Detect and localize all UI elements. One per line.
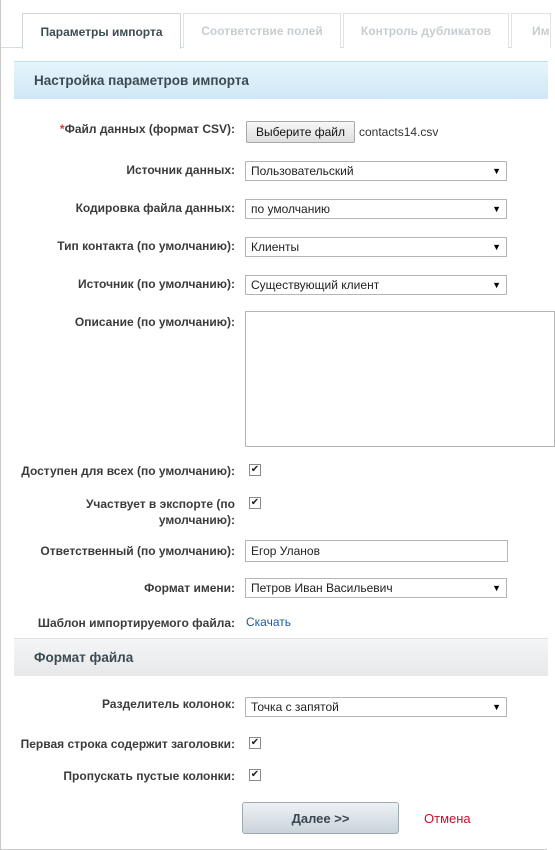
source-label: Источник (по умолчанию):	[78, 277, 235, 291]
source-select[interactable]	[245, 275, 507, 295]
separator-value: Точка с запятой	[251, 700, 339, 714]
tab-field-mapping[interactable]: Соответствие полей	[183, 13, 341, 48]
checkmark-icon: ✔	[250, 769, 260, 780]
dropdown-arrow-icon: ▼	[492, 242, 501, 252]
source-value: Существующий клиент	[251, 278, 380, 292]
encoding-value: по умолчанию	[251, 202, 331, 216]
skip-empty-label: Пропускать пустые колонки:	[63, 769, 235, 783]
tab-duplicate-control[interactable]: Контроль дубликатов	[343, 13, 509, 48]
next-button[interactable]: Далее >>	[242, 802, 399, 834]
responsible-input[interactable]: Егор Уланов	[245, 540, 508, 562]
dropdown-arrow-icon: ▼	[492, 166, 501, 176]
available-all-label: Доступен для всех (по умолчанию):	[21, 464, 235, 478]
dropdown-arrow-icon: ▼	[492, 702, 501, 712]
section-import-settings-header	[14, 61, 548, 99]
data-source-label: Источник данных:	[126, 163, 235, 177]
download-template-link[interactable]: Скачать	[246, 615, 291, 629]
checkmark-icon: ✔	[250, 737, 260, 748]
responsible-label: Ответственный (по умолчанию):	[40, 544, 235, 558]
choose-file-button[interactable]: Выберите файл	[246, 121, 355, 143]
cancel-link[interactable]: Отмена	[424, 811, 471, 826]
name-format-label: Формат имени:	[144, 581, 235, 595]
required-mark: *	[59, 122, 65, 136]
tab-overflow[interactable]: Им	[511, 13, 551, 48]
dropdown-arrow-icon: ▼	[492, 204, 501, 214]
export-checkbox[interactable]	[249, 497, 261, 509]
description-label: Описание (по умолчанию):	[74, 315, 235, 329]
data-source-value: Пользовательский	[251, 164, 354, 178]
encoding-label: Кодировка файла данных:	[75, 201, 235, 215]
selected-file-name: contacts14.csv	[359, 125, 439, 139]
description-textarea[interactable]	[245, 311, 555, 447]
separator-select[interactable]	[245, 697, 507, 717]
checkmark-icon: ✔	[250, 497, 260, 508]
dropdown-arrow-icon: ▼	[492, 583, 501, 593]
tab-bar	[1, 0, 548, 48]
file-label: *Файл данных (формат CSV):	[59, 122, 235, 136]
name-format-select[interactable]	[245, 578, 507, 598]
export-label: Участвует в экспорте (по умолчанию):	[85, 497, 235, 527]
data-source-select[interactable]	[245, 161, 507, 181]
skip-empty-checkbox[interactable]	[249, 769, 261, 781]
contact-type-label: Тип контакта (по умолчанию):	[57, 239, 235, 253]
tab-import-params[interactable]: Параметры импорта	[22, 13, 181, 49]
contact-type-select[interactable]	[245, 237, 507, 257]
template-label: Шаблон импортируемого файла:	[37, 616, 235, 630]
encoding-select[interactable]	[245, 199, 507, 219]
checkmark-icon: ✔	[250, 464, 260, 475]
section-title: Формат файла	[34, 650, 134, 665]
first-row-headers-checkbox[interactable]	[249, 737, 261, 749]
separator-label: Разделитель колонок:	[101, 697, 235, 711]
first-row-headers-label: Первая строка содержит заголовки:	[20, 737, 235, 751]
contact-type-value: Клиенты	[251, 240, 300, 254]
section-title: Настройка параметров импорта	[34, 73, 249, 88]
available-all-checkbox[interactable]	[249, 464, 261, 476]
name-format-value: Петров Иван Васильевич	[251, 581, 393, 595]
dropdown-arrow-icon: ▼	[492, 280, 501, 290]
section-file-format-header	[14, 638, 548, 676]
